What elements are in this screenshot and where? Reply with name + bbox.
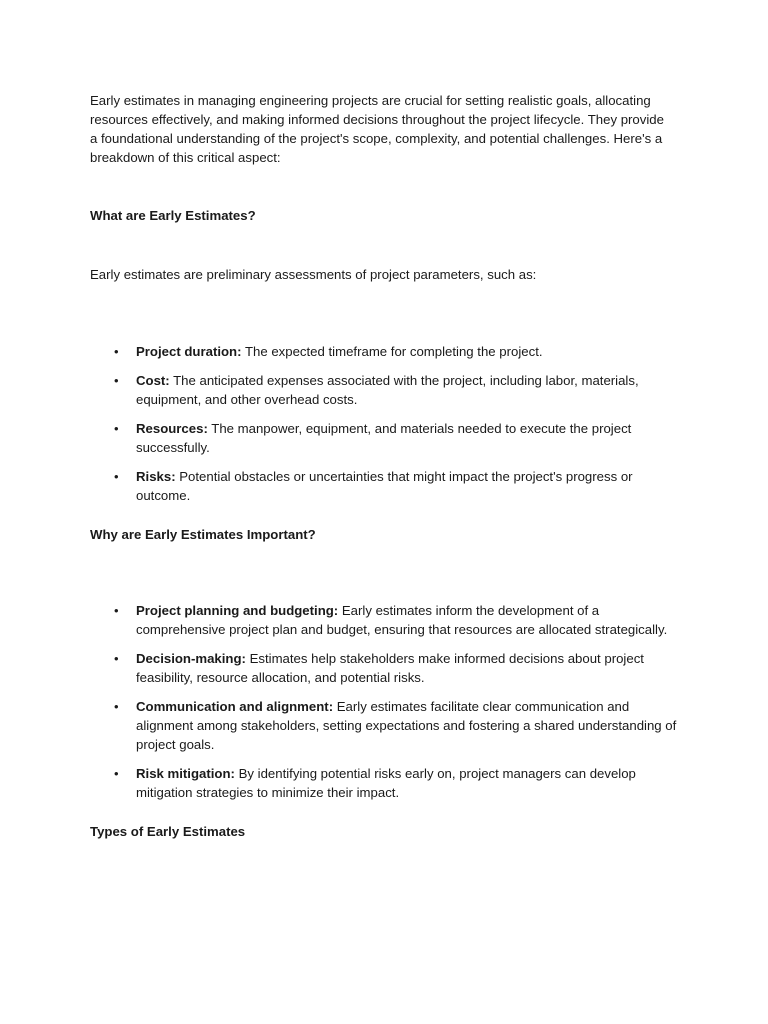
list-item-text: Estimates help stakeholders make informed decisions about project feasibility, resource allocation, and potential risks. [136, 651, 644, 685]
list-item [112, 697, 682, 754]
list-item-text: Potential obstacles or uncertainties that might impact the project's progress or outcome. [136, 469, 633, 503]
list-item-term: Risk mitigation: [136, 766, 235, 781]
bullet-list-what [112, 342, 682, 515]
list-item-term: Project planning and budgeting: [136, 603, 339, 618]
list-item-term: Project duration: [136, 344, 242, 359]
list-item [112, 601, 682, 639]
intro-paragraph: Early estimates in managing engineering projects are crucial for setting realistic goals, allocating resources effectively, and making informed decisions throughout the project lifecycle. They provide a foundational understanding of the project's scope, complexity, and potential challenges. Here's a breakdown of this critical aspect: [90, 93, 664, 165]
list-item-term: Resources: [136, 421, 208, 436]
section-heading-why: Why are Early Estimates Important? [90, 527, 316, 542]
list-item-text: The manpower, equipment, and materials needed to execute the project successfully. [136, 421, 632, 455]
bullet-icon: • [114, 344, 119, 359]
list-item-term: Risks: [136, 469, 176, 484]
bullet-icon: • [114, 651, 119, 666]
list-item-text: By identifying potential risks early on, project managers can develop mitigation strategies to minimize their impact. [136, 766, 636, 800]
bullet-icon: • [114, 469, 119, 484]
list-item-term: Communication and alignment: [136, 699, 334, 714]
list-item [112, 371, 682, 409]
list-item [112, 342, 682, 361]
list-item-term: Cost: [136, 373, 170, 388]
list-item [112, 419, 682, 457]
bullet-icon: • [114, 421, 119, 436]
list-item [112, 467, 682, 505]
list-item-text: Early estimates inform the development of a comprehensive project plan and budget, ensuring that resources are allocated strategically. [136, 603, 668, 637]
section-lead-what: Early estimates are preliminary assessments of project parameters, such as: [90, 267, 537, 282]
section-heading-what: What are Early Estimates? [90, 208, 256, 223]
list-item-text: The expected timeframe for completing the project. [241, 344, 543, 359]
bullet-list-why [112, 601, 682, 812]
list-item-text: The anticipated expenses associated with the project, including labor, materials, equipment, and other overhead costs. [136, 373, 639, 407]
list-item-text: Early estimates facilitate clear communication and alignment among stakeholders, setting expectations and fostering a shared understanding of project goals. [136, 699, 677, 752]
bullet-icon: • [114, 766, 119, 781]
list-item [112, 764, 682, 802]
list-item [112, 649, 682, 687]
section-heading-types: Types of Early Estimates [90, 824, 246, 839]
bullet-icon: • [114, 373, 119, 388]
bullet-icon: • [114, 699, 119, 714]
bullet-icon: • [114, 603, 119, 618]
list-item-term: Decision-making: [136, 651, 246, 666]
